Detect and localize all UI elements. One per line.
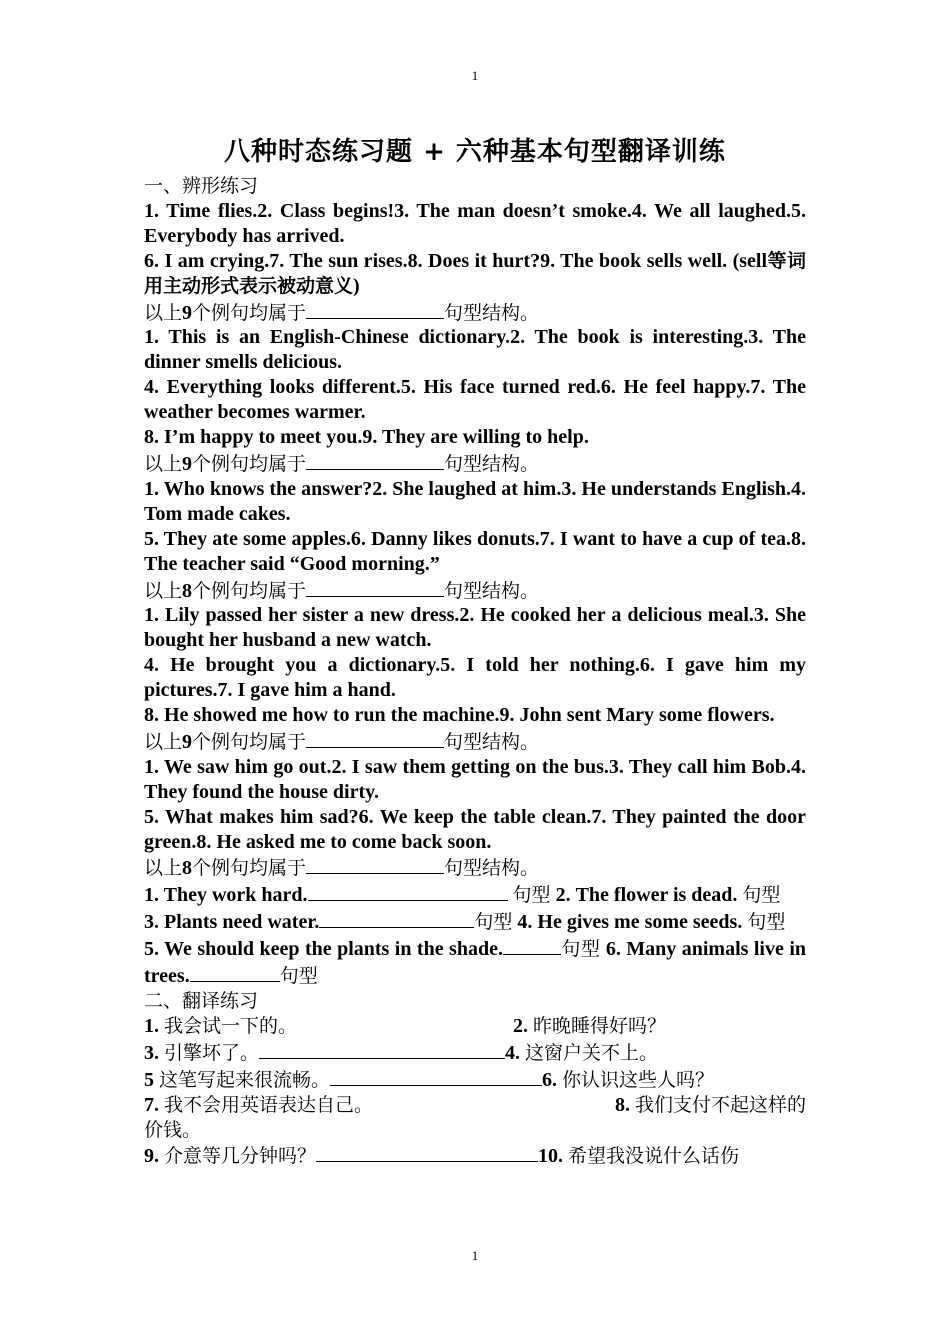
summary-line: 以上9个例句均属于 句型结构。 xyxy=(144,450,806,477)
answer-blank[interactable] xyxy=(306,728,444,748)
answer-blank[interactable] xyxy=(190,962,280,982)
example-sentences: 6. I am crying.7. The sun rises.8. Does it hurt?9. The book sells well. (sell等词用主动形式表示被动意义) xyxy=(144,249,806,297)
translation-row: 7. 我不会用英语表达自己。 8. 我们支付不起这样的 xyxy=(144,1093,806,1116)
translation-row: 价钱。 xyxy=(144,1118,202,1141)
summary-line: 以上8个例句均属于 句型结构。 xyxy=(144,854,806,881)
summary-line: 以上9个例句均属于 句型结构。 xyxy=(144,299,806,326)
page-number-bottom: 1 xyxy=(471,1248,479,1263)
example-sentences: 1. Time flies.2. Class begins!3. The man doesn’t smoke.4. We all laughed.5. Everybody has arrived. xyxy=(144,199,806,247)
translation-row: 1. 我会试一下的。 2. 昨晚睡得好吗？ xyxy=(144,1014,667,1037)
answer-blank[interactable] xyxy=(308,881,508,901)
answer-blank[interactable] xyxy=(306,854,444,874)
example-sentences: 1. Lily passed her sister a new dress.2. He cooked her a delicious meal.3. She bought her husband a new watch. xyxy=(144,604,806,652)
example-sentences: 1. Who knows the answer?2. She laughed at him.3. He understands English.4. Tom made cakes. xyxy=(144,477,806,525)
answer-blank[interactable] xyxy=(259,1039,505,1059)
answer-blank[interactable] xyxy=(306,450,444,470)
identify-item: 1. They work hard. 句型 2. The flower is dead. 句型 xyxy=(144,881,806,908)
summary-line: 以上9个例句均属于 句型结构。 xyxy=(144,728,806,755)
example-sentences: 1. We saw him go out.2. I saw them getting on the bus.3. They call him Bob.4. They found the house dirty. xyxy=(144,755,806,803)
example-sentences: 4. He brought you a dictionary.5. I told her nothing.6. I gave him my pictures.7. I gave him a hand. xyxy=(144,654,806,702)
answer-blank[interactable] xyxy=(306,577,444,597)
page-number-top: 1 xyxy=(471,68,479,83)
example-sentences: 8. I’m happy to meet you.9. They are willing to help. xyxy=(144,426,589,449)
translation-row: 5 这笔写起来很流畅。 6. 你认识这些人吗？ xyxy=(144,1066,806,1093)
example-sentences: 5. They ate some apples.6. Danny likes donuts.7. I want to have a cup of tea.8. The teacher said “Good morning.” xyxy=(144,527,806,575)
answer-blank[interactable] xyxy=(316,1142,538,1162)
example-sentences: 4. Everything looks different.5. His face turned red.6. He feel happy.7. The weather becomes warmer. xyxy=(144,376,806,424)
translation-row: 3. 引擎坏了。 4. 这窗户关不上。 xyxy=(144,1039,806,1066)
translation-row: 9. 介意等几分钟吗？ 10. 希望我没说什么话伤 xyxy=(144,1142,806,1169)
document-body xyxy=(144,174,806,1169)
page-title: 八种时态练习题 + 六种基本句型翻译训练 xyxy=(224,137,726,167)
example-sentences: 5. What makes him sad?6. We keep the table clean.7. They painted the door green.8. He asked me to come back soon. xyxy=(144,805,806,853)
answer-blank[interactable] xyxy=(330,1066,542,1086)
identify-item: 5. We should keep the plants in the shade. 句型 6. Many animals live in trees. 句型 xyxy=(144,935,806,989)
identify-item: 3. Plants need water. 句型 4. He gives me some seeds. 句型 xyxy=(144,908,806,935)
example-sentences: 8. He showed me how to run the machine.9. John sent Mary some flowers. xyxy=(144,704,775,727)
answer-blank[interactable] xyxy=(319,908,474,928)
summary-line: 以上8个例句均属于 句型结构。 xyxy=(144,577,806,604)
answer-blank[interactable] xyxy=(306,299,444,319)
example-sentences: 1. This is an English-Chinese dictionary.2. The book is interesting.3. The dinner smells delicious. xyxy=(144,326,806,374)
answer-blank[interactable] xyxy=(503,935,561,955)
section-heading-2: 二、翻译练习 xyxy=(144,990,259,1012)
section-heading-1: 一、辨形练习 xyxy=(144,175,259,197)
